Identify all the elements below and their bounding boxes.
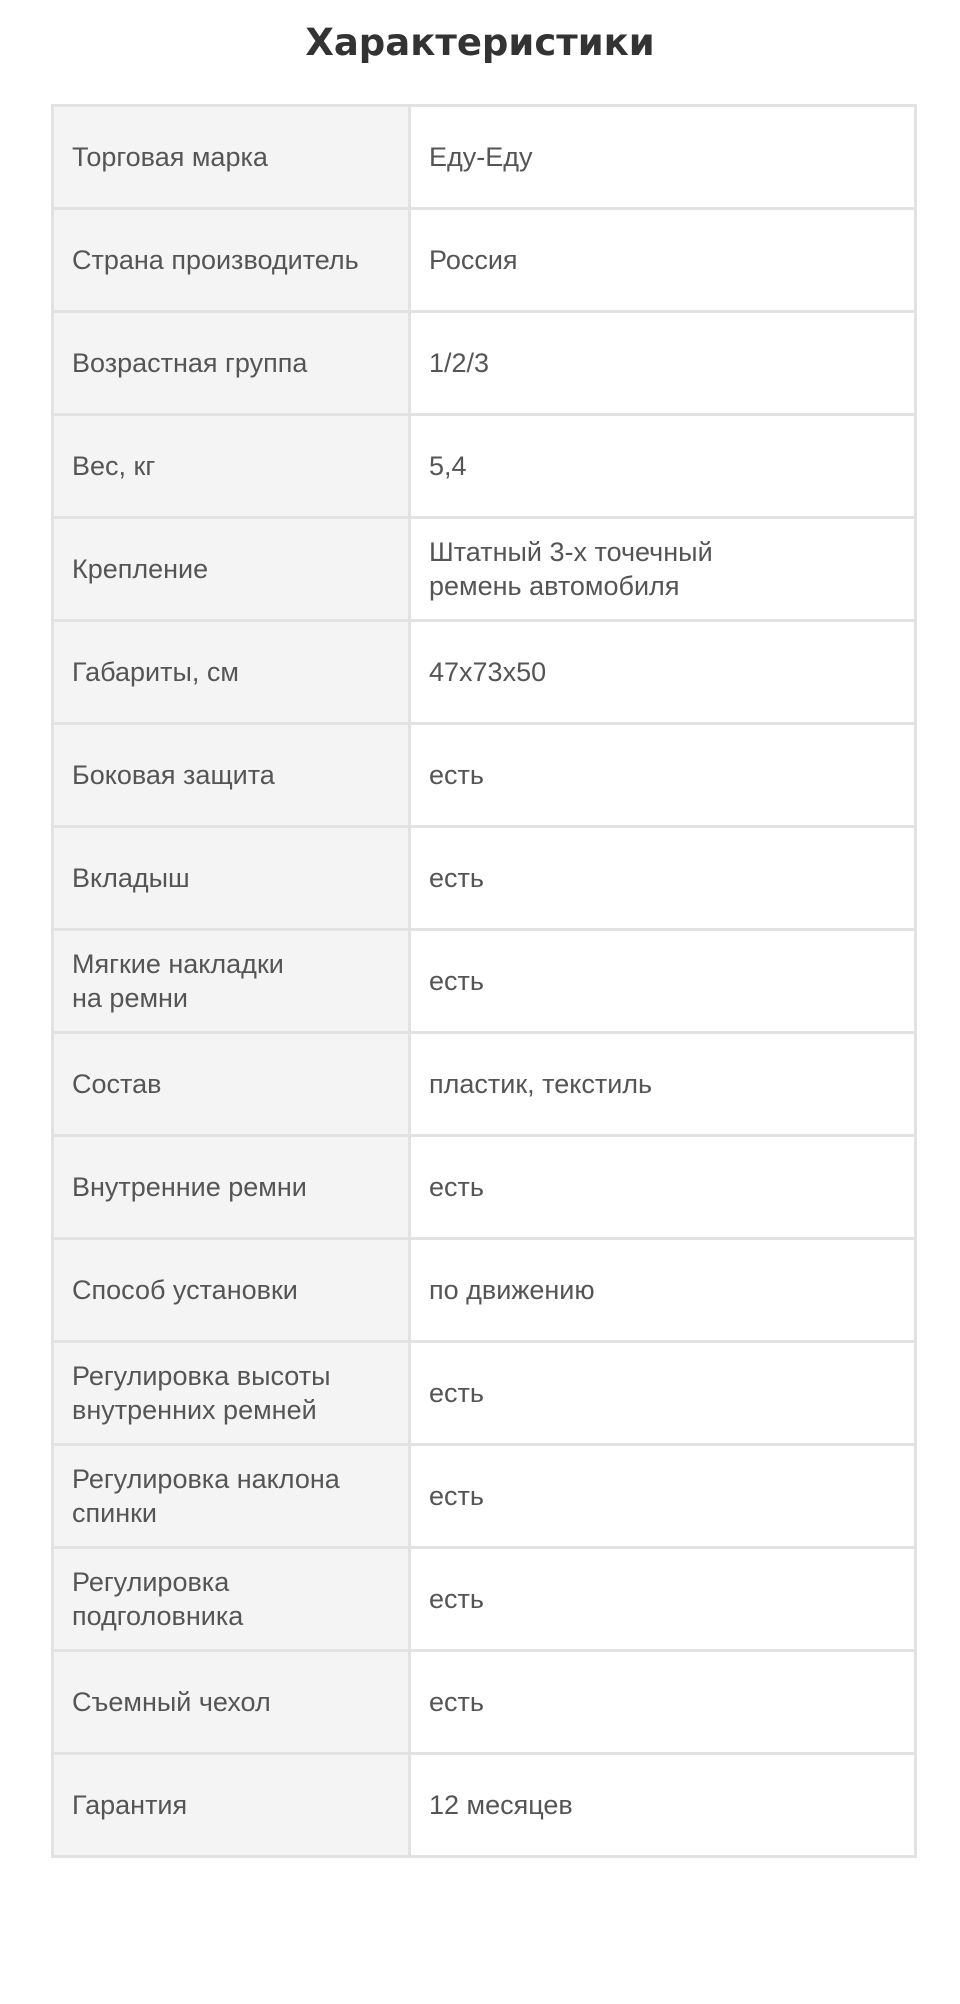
spec-label-cell — [53, 930, 410, 1033]
page-title: Характеристики — [305, 21, 655, 64]
spec-label-cell — [53, 1445, 410, 1548]
spec-label-cell — [53, 1033, 410, 1136]
spec-value-cell — [410, 209, 916, 312]
table-row — [53, 415, 916, 518]
spec-value-cell — [410, 621, 916, 724]
table-row — [53, 1342, 916, 1445]
spec-label: Возрастная группа — [72, 348, 308, 378]
spec-label: Страна производитель — [72, 245, 359, 275]
spec-label-cell — [53, 415, 410, 518]
spec-value-cell — [410, 1548, 916, 1651]
spec-label-cell — [53, 1651, 410, 1754]
spec-label: Вкладыш — [72, 863, 190, 893]
spec-value-cell — [410, 1754, 916, 1857]
table-row — [53, 1033, 916, 1136]
spec-label: Регулировка подголовника — [72, 1567, 244, 1631]
spec-label: Съемный чехол — [72, 1687, 271, 1717]
spec-value-cell — [410, 1342, 916, 1445]
spec-value: есть — [429, 1378, 484, 1408]
spec-value: Штатный 3-х точечный ремень автомобиля — [429, 537, 713, 601]
table-row — [53, 1239, 916, 1342]
spec-label: Вес, кг — [72, 451, 156, 481]
table-row — [53, 1136, 916, 1239]
spec-label-cell — [53, 1754, 410, 1857]
spec-value: есть — [429, 1584, 484, 1614]
spec-value-cell — [410, 518, 916, 621]
spec-value: Россия — [429, 245, 518, 275]
spec-label-cell — [53, 106, 410, 209]
spec-label: Состав — [72, 1069, 162, 1099]
table-row — [53, 518, 916, 621]
spec-label: Регулировка высоты внутренних ремней — [72, 1361, 331, 1425]
spec-label: Мягкие накладки на ремни — [72, 949, 284, 1013]
spec-value-cell — [410, 1136, 916, 1239]
spec-label: Крепление — [72, 554, 209, 584]
spec-value-cell — [410, 1651, 916, 1754]
spec-label-cell — [53, 724, 410, 827]
spec-label-cell — [53, 1239, 410, 1342]
spec-label: Способ установки — [72, 1275, 298, 1305]
spec-value: Еду-Еду — [429, 142, 533, 172]
table-row — [53, 621, 916, 724]
spec-value-cell — [410, 1033, 916, 1136]
spec-value-cell — [410, 724, 916, 827]
spec-value: есть — [429, 863, 484, 893]
spec-label-cell — [53, 1136, 410, 1239]
spec-label-cell — [53, 518, 410, 621]
spec-value: есть — [429, 1687, 484, 1717]
spec-value: есть — [429, 1172, 484, 1202]
spec-value-cell — [410, 312, 916, 415]
spec-value-cell — [410, 415, 916, 518]
spec-label: Габариты, см — [72, 657, 239, 687]
spec-value-cell — [410, 106, 916, 209]
spec-value: есть — [429, 760, 484, 790]
table-row — [53, 209, 916, 312]
table-row — [53, 1445, 916, 1548]
spec-value: 47x73x50 — [429, 657, 547, 687]
spec-value-cell — [410, 827, 916, 930]
table-row — [53, 106, 916, 209]
spec-label: Гарантия — [72, 1790, 188, 1820]
spec-label: Боковая защита — [72, 760, 275, 790]
spec-value-cell — [410, 1445, 916, 1548]
spec-label-cell — [53, 1548, 410, 1651]
table-row — [53, 827, 916, 930]
spec-value: 1/2/3 — [429, 348, 490, 378]
spec-value-cell — [410, 1239, 916, 1342]
spec-label: Внутренние ремни — [72, 1172, 307, 1202]
spec-label-cell — [53, 1342, 410, 1445]
table-row — [53, 1651, 916, 1754]
spec-label-cell — [53, 827, 410, 930]
table-row — [53, 930, 916, 1033]
table-row — [53, 724, 916, 827]
spec-value: 5,4 — [429, 451, 467, 481]
spec-label: Торговая марка — [72, 142, 268, 172]
spec-value: есть — [429, 1481, 484, 1511]
table-row — [53, 1548, 916, 1651]
spec-value: 12 месяцев — [429, 1790, 573, 1820]
spec-value: по движению — [429, 1275, 595, 1305]
specifications-table — [51, 104, 917, 1858]
table-row — [53, 312, 916, 415]
spec-value: есть — [429, 966, 484, 996]
spec-value-cell — [410, 930, 916, 1033]
spec-label: Регулировка наклона спинки — [72, 1464, 340, 1528]
spec-label-cell — [53, 312, 410, 415]
spec-label-cell — [53, 621, 410, 724]
table-row — [53, 1754, 916, 1857]
spec-value: пластик, текстиль — [429, 1069, 653, 1099]
spec-label-cell — [53, 209, 410, 312]
